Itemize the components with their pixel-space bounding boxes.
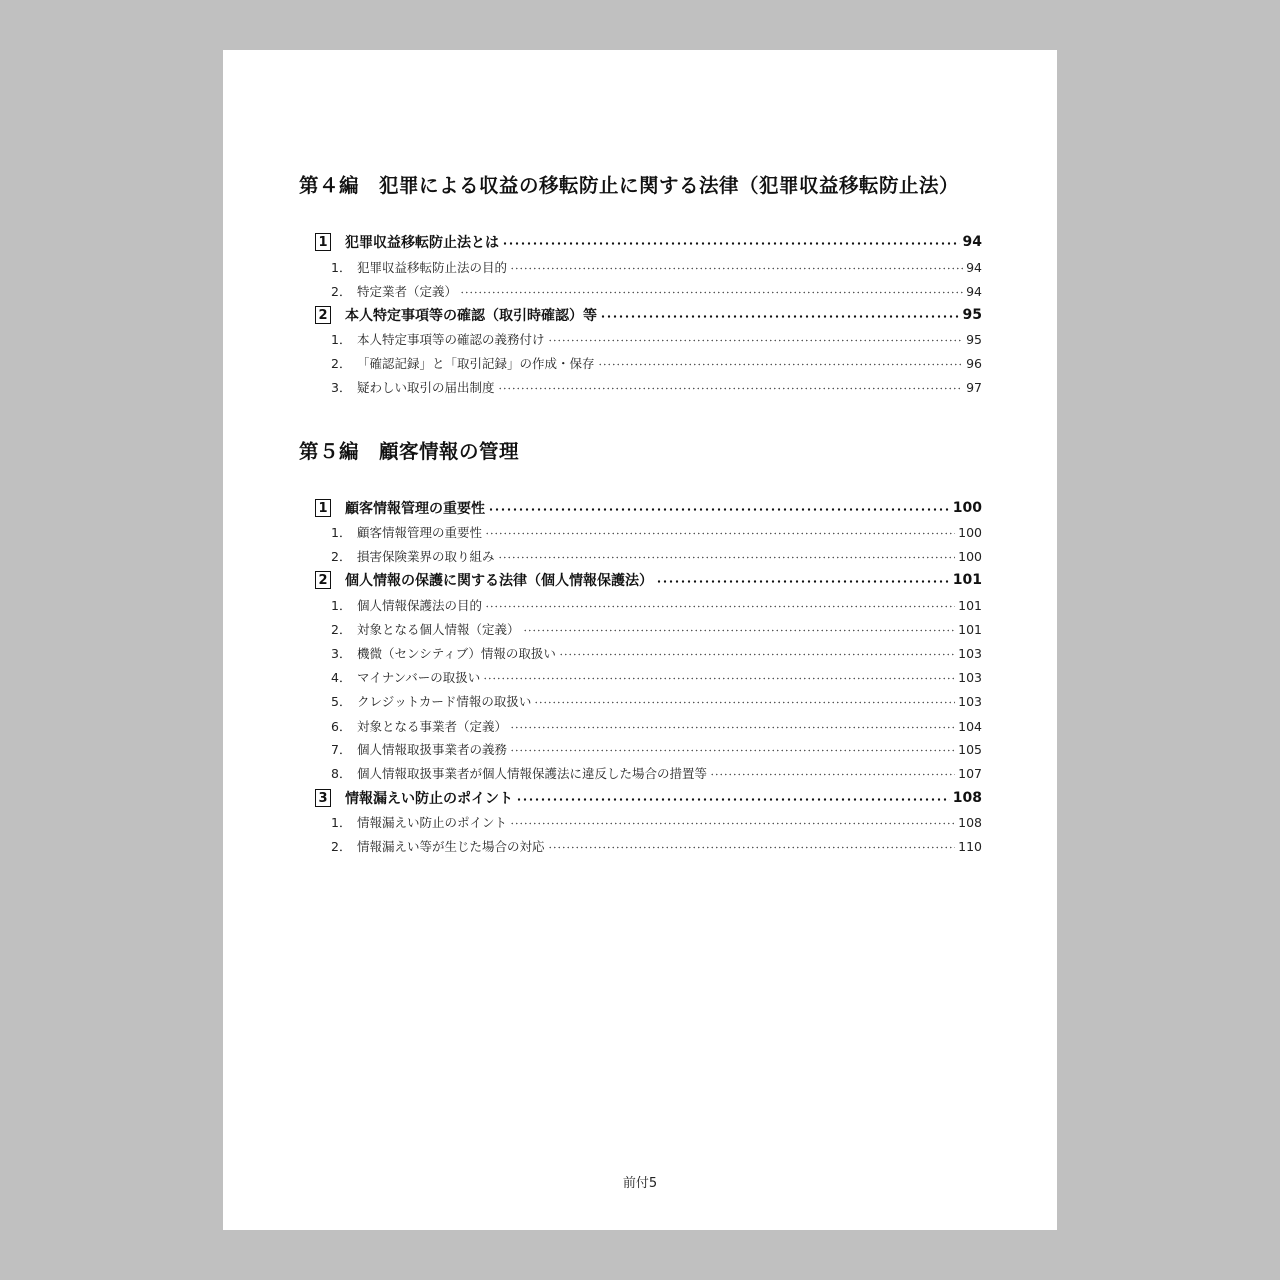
item-page-number: 94 — [966, 259, 982, 275]
item-title: 犯罪収益移転防止法の目的 — [357, 260, 508, 275]
item-number: 5． — [331, 694, 352, 709]
toc-item[interactable] — [315, 522, 982, 542]
item-page-number: 94 — [966, 283, 982, 299]
toc-section[interactable] — [315, 570, 982, 590]
item-title: 情報漏えい防止のポイント — [357, 815, 508, 830]
item-title: 対象となる事業者（定義） — [357, 719, 508, 734]
section-page-number: 94 — [962, 234, 982, 250]
item-number: 7． — [331, 742, 352, 757]
item-number: 2． — [331, 839, 352, 854]
toc-item[interactable] — [315, 619, 982, 639]
toc-item[interactable] — [315, 812, 982, 832]
item-page-number: 100 — [958, 524, 982, 540]
item-title: 機微（センシティブ）情報の取扱い — [357, 646, 556, 661]
item-number: 8． — [331, 766, 352, 781]
dot-leader — [534, 701, 955, 704]
page-footer: 前付5 — [622, 1176, 658, 1191]
dot-leader — [460, 291, 963, 294]
document-page — [223, 50, 1057, 1230]
item-title: 個人情報取扱事業者の義務 — [357, 742, 508, 757]
toc-item[interactable] — [315, 329, 982, 349]
dot-leader — [498, 556, 956, 559]
item-number: 3． — [331, 380, 352, 395]
toc-item[interactable] — [315, 836, 982, 856]
dot-leader — [559, 653, 955, 656]
item-title: 「確認記録」と「取引記録」の作成・保存 — [357, 356, 595, 371]
item-number: 1． — [331, 598, 352, 613]
toc-item[interactable] — [315, 716, 982, 736]
item-title: マイナンバーの取扱い — [357, 670, 481, 685]
item-page-number: 96 — [966, 355, 982, 371]
section-page-number: 108 — [952, 790, 982, 806]
item-number: 1． — [331, 525, 352, 540]
section-number-box: 2 — [315, 306, 331, 324]
item-title: 顧客情報管理の重要性 — [357, 525, 483, 540]
item-number: 4． — [331, 670, 352, 685]
section-title: 個人情報の保護に関する法律（個人情報保護法） — [345, 573, 653, 589]
item-page-number: 95 — [966, 331, 982, 347]
toc-item[interactable] — [315, 739, 982, 759]
item-number: 6． — [331, 719, 352, 734]
dot-leader — [598, 363, 964, 366]
toc-item[interactable] — [315, 377, 982, 397]
item-number: 2． — [331, 356, 352, 371]
dot-leader — [483, 677, 955, 680]
section-page-number: 95 — [962, 307, 982, 323]
section-title: 顧客情報管理の重要性 — [345, 501, 485, 517]
dot-leader — [710, 773, 955, 776]
dot-leader — [516, 798, 950, 801]
item-number: 3． — [331, 646, 352, 661]
section-title: 犯罪収益移転防止法とは — [345, 235, 499, 251]
section-number-box: 1 — [315, 233, 331, 251]
item-page-number: 103 — [958, 693, 982, 709]
toc-item[interactable] — [315, 763, 982, 783]
dot-leader — [485, 605, 955, 608]
item-number: 1． — [331, 815, 352, 830]
item-title: 個人情報取扱事業者が個人情報保護法に違反した場合の措置等 — [357, 766, 708, 781]
item-number: 2． — [331, 622, 352, 637]
item-title: 対象となる個人情報（定義） — [357, 622, 520, 637]
section-number-box: 3 — [315, 789, 331, 807]
item-page-number: 103 — [958, 669, 982, 685]
section-title: 情報漏えい防止のポイント — [345, 791, 513, 807]
dot-leader — [510, 822, 955, 825]
item-title: 疑わしい取引の届出制度 — [357, 380, 495, 395]
dot-leader — [656, 580, 950, 583]
toc-section[interactable] — [315, 232, 982, 252]
toc-item[interactable] — [315, 257, 982, 277]
item-title: 特定業者（定義） — [357, 284, 458, 299]
toc-section[interactable] — [315, 498, 982, 518]
item-page-number: 101 — [958, 621, 982, 637]
toc-item[interactable] — [315, 281, 982, 301]
toc-section[interactable] — [315, 305, 982, 325]
item-number: 1． — [331, 332, 352, 347]
toc-item[interactable] — [315, 595, 982, 615]
dot-leader — [523, 629, 956, 632]
dot-leader — [502, 242, 960, 245]
dot-leader — [600, 315, 960, 318]
dot-leader — [488, 508, 950, 511]
section-page-number: 100 — [952, 500, 982, 516]
dot-leader — [498, 387, 964, 390]
item-title: 情報漏えい等が生じた場合の対応 — [357, 839, 545, 854]
item-page-number: 97 — [966, 379, 982, 395]
item-page-number: 101 — [958, 597, 982, 613]
section-number-box: 1 — [315, 499, 331, 517]
section-number-box: 2 — [315, 571, 331, 589]
part-title: 第５編 顧客情報の管理 — [299, 440, 520, 463]
toc-item[interactable] — [315, 353, 982, 373]
item-page-number: 110 — [958, 838, 982, 854]
dot-leader — [510, 749, 955, 752]
item-page-number: 108 — [958, 814, 982, 830]
section-page-number: 101 — [952, 572, 982, 588]
toc-item[interactable] — [315, 667, 982, 687]
dot-leader — [548, 339, 964, 342]
section-title: 本人特定事項等の確認（取引時確認）等 — [345, 308, 597, 324]
part-title: 第４編 犯罪による収益の移転防止に関する法律（犯罪収益移転防止法） — [299, 174, 960, 197]
toc-item[interactable] — [315, 691, 982, 711]
item-title: 損害保険業界の取り組み — [357, 549, 495, 564]
toc-section[interactable] — [315, 788, 982, 808]
item-title: 本人特定事項等の確認の義務付け — [357, 332, 545, 347]
item-page-number: 103 — [958, 645, 982, 661]
toc-item[interactable] — [315, 546, 982, 566]
item-page-number: 105 — [958, 741, 982, 757]
item-number: 1． — [331, 260, 352, 275]
item-number: 2． — [331, 284, 352, 299]
item-page-number: 100 — [958, 548, 982, 564]
dot-leader — [485, 532, 955, 535]
item-number: 2． — [331, 549, 352, 564]
item-title: クレジットカード情報の取扱い — [357, 694, 532, 709]
item-page-number: 107 — [958, 765, 982, 781]
dot-leader — [510, 267, 963, 270]
dot-leader — [548, 846, 956, 849]
dot-leader — [510, 726, 955, 729]
toc-item[interactable] — [315, 643, 982, 663]
item-title: 個人情報保護法の目的 — [357, 598, 483, 613]
item-page-number: 104 — [958, 718, 982, 734]
